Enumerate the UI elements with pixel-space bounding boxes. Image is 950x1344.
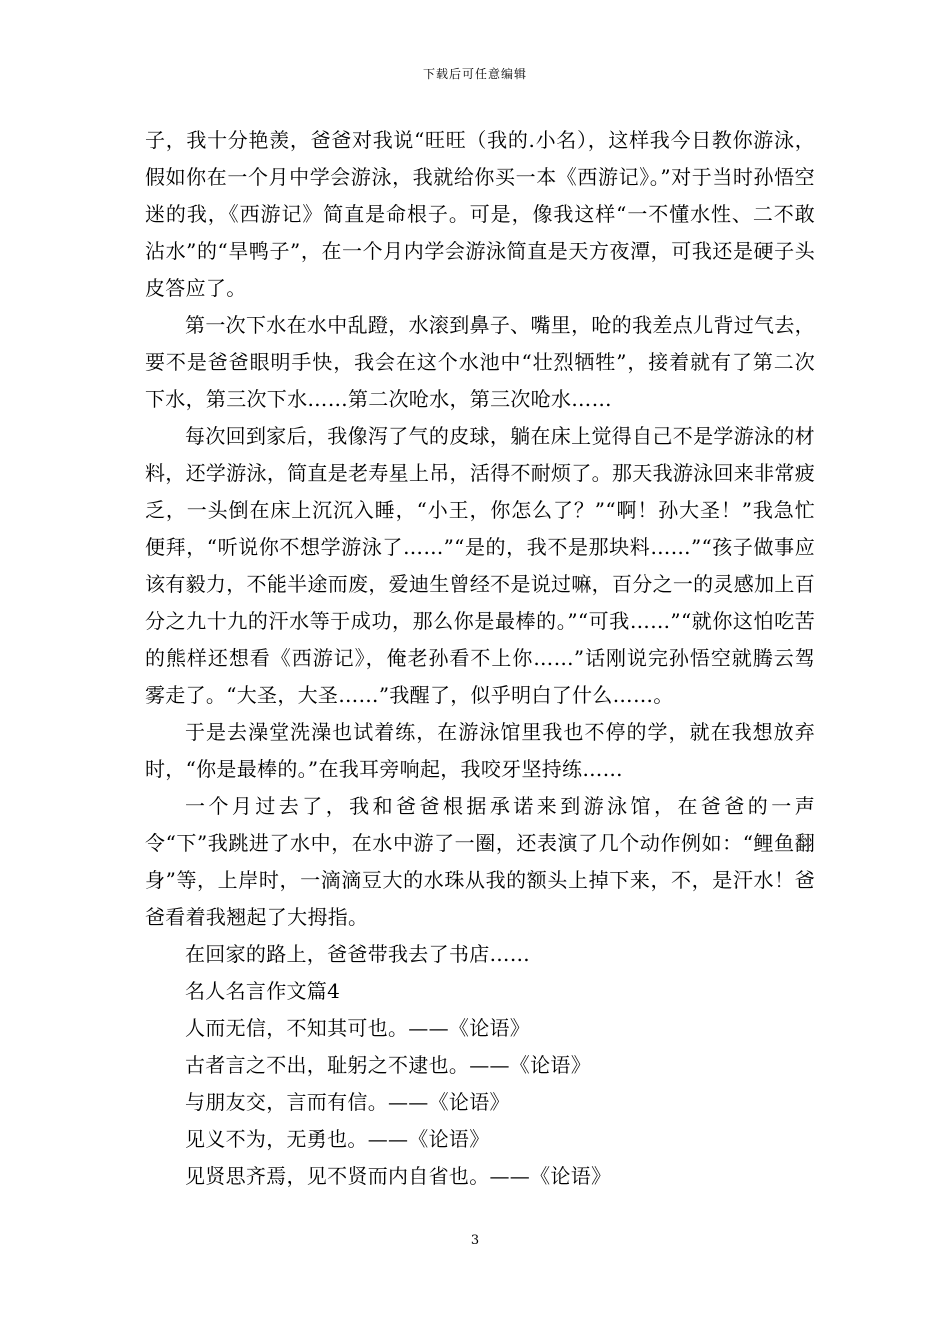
page-number: 3 (470, 1233, 480, 1248)
paragraph-dream: 每次回到家后，我像泻了气的皮球，躺在床上觉得自己不是学游泳的材料，还学游泳，简直是老寿星上吊，活得不耐烦了。那天我游泳回来非常疲乏，一头倒在床上沉沉入睡，“小王，你怎么了？”“啊！孙大圣！”我急忙便拜，“听说你不想学游泳了……”“是的，我不是那块料……”“孩子做事应该有毅力，不能半途而废，爱迪生曾经不是说过嘛，百分之一的灵感加上百分之九十九的汗水等于成功，那么你是最棒的。”“可我……”“就你这怕吃苦的熊样还想看《西游记》，俺老孙看不上你……”话刚说完孙悟空就腾云驾雾走了。“大圣，大圣……”我醒了，似乎明白了什么……。 (145, 424, 815, 707)
paragraph-intro: 子，我十分艳羡，爸爸对我说“旺旺（我的.小名），这样我今日教你游泳，假如你在一个月中学会游泳，我就给你买一本《西游记》。”对于当时孙悟空迷的我，《西游记》简直是命根子。可是，像我这样“一不懂水性、二不敢沾水”的“旱鸭子”，在一个月内学会游泳简直是天方夜潭，可我还是硬子头皮答应了。 (145, 128, 815, 300)
section-heading: 名人名言作文篇4 (185, 979, 341, 1003)
quote-line: 见义不为，无勇也。——《论语》 (185, 1127, 490, 1151)
paragraph-practice: 于是去澡堂洗澡也试着练，在游泳馆里我也不停的学，就在我想放弃时，“你是最棒的。”在我耳旁响起，我咬牙坚持练…… (145, 720, 815, 781)
quote-line: 见贤思齐焉，见不贤而内自省也。——《论语》 (185, 1164, 612, 1188)
paragraph-success: 一个月过去了，我和爸爸根据承诺来到游泳馆，在爸爸的一声令“下”我跳进了水中，在水中游了一圈，还表演了几个动作例如：“鲤鱼翻身”等，上岸时，一滴滴豆大的水珠从我的额头上掉下来，不，是汗水！爸爸看着我翘起了大拇指。 (145, 794, 815, 929)
document-body (145, 122, 815, 1195)
paragraph-bookstore: 在回家的路上，爸爸带我去了书店…… (185, 942, 531, 966)
paragraph-first-swim: 第一次下水在水中乱蹬，水滚到鼻子、嘴里，呛的我差点儿背过气去，要不是爸爸眼明手快，我会在这个水池中“壮烈牺牲”，接着就有了第二次下水，第三次下水……第二次呛水，第三次呛水…… (145, 313, 815, 411)
quote-line: 人而无信，不知其可也。——《论语》 (185, 1016, 531, 1040)
quote-line: 与朋友交，言而有信。——《论语》 (185, 1090, 510, 1114)
quote-line: 古者言之不出，耻躬之不逮也。——《论语》 (185, 1053, 591, 1077)
page-header: 下载后可任意编辑 (422, 67, 527, 81)
